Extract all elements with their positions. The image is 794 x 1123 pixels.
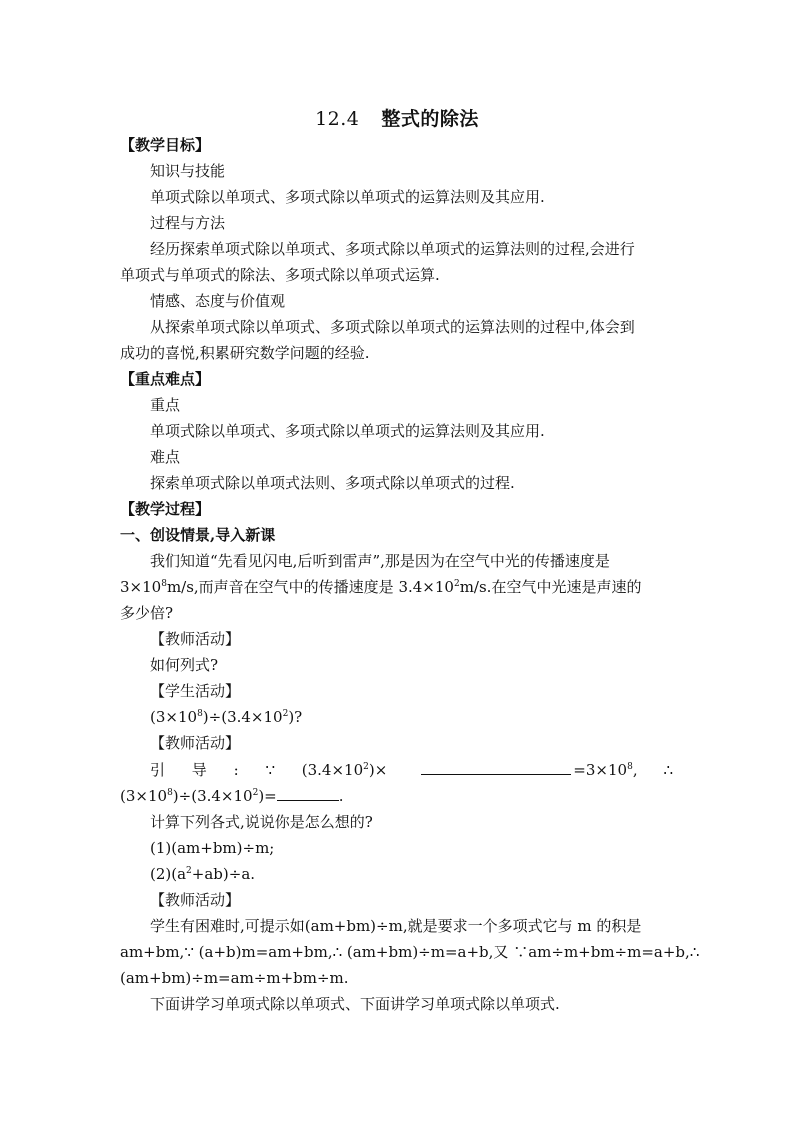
guide-expr: $(3.4\times 10^2)\times$ bbox=[301, 761, 388, 779]
intro-line2-part-b: m/s,而声音在空气中的传播速度是 3.4×10 bbox=[166, 578, 454, 596]
because-symbol: ∵ bbox=[265, 761, 275, 779]
key-heading: 【重点难点】 bbox=[120, 370, 211, 388]
guide-word: 导 bbox=[191, 761, 207, 779]
section-number: 12.4 bbox=[315, 108, 360, 130]
intro-line2-part-a: 3×10 bbox=[120, 578, 162, 596]
exponent: 8 bbox=[627, 762, 633, 772]
goal1-title: 知识与技能 bbox=[150, 162, 226, 180]
goal2-text-line2: 单项式与单项式的除法、多项式除以单项式运算. bbox=[120, 266, 440, 284]
goal2-text-line1: 经历探索单项式除以单项式、多项式除以单项式的运算法则的过程,会进行 bbox=[150, 240, 635, 258]
exponent: 8 bbox=[161, 579, 167, 589]
calc-prompt: 计算下列各式,说说你是怎么想的? bbox=[150, 813, 373, 831]
hint-part: am÷m+bm÷m=a+b, bbox=[528, 943, 690, 961]
hint-part: 又 ∵ bbox=[493, 943, 529, 961]
page-title bbox=[0, 104, 794, 131]
key-text: 单项式除以单项式、多项式除以单项式的运算法则及其应用. bbox=[150, 422, 545, 440]
guide-line bbox=[150, 760, 673, 780]
answer-blank[interactable] bbox=[421, 760, 571, 775]
calc-item-1: (1)(am+bm)÷m; bbox=[150, 839, 275, 857]
hint-part: ∴ (am+bm)÷m=a+b, bbox=[332, 943, 494, 961]
part1-heading: 一、创设情景,导入新课 bbox=[120, 526, 276, 544]
hint-part: ∵ (a+b)m=am+bm, bbox=[184, 943, 333, 961]
teacher-activity-label: 【教师活动】 bbox=[150, 630, 241, 648]
guide-colon: : bbox=[233, 761, 239, 779]
goal3-text-line2: 成功的喜悦,积累研究数学问题的经验. bbox=[120, 344, 370, 362]
intro-line1: 我们知道“先看见闪电,后听到雷声”,那是因为在空气中光的传播速度是 bbox=[150, 552, 610, 570]
exponent: 8 bbox=[167, 788, 173, 798]
hint-line2 bbox=[120, 942, 700, 962]
exponent: 2 bbox=[363, 762, 369, 772]
exponent: 8 bbox=[197, 709, 203, 719]
guide-line2: $(3\times 10^8)\div(3.4\times 10^2)=$ . bbox=[120, 787, 344, 805]
intro-line2-part-c: m/s.在空气中光速是声速的 bbox=[459, 578, 642, 596]
exponent: 2 bbox=[186, 866, 192, 876]
hint-part: ∴ bbox=[689, 943, 700, 961]
hard-title: 难点 bbox=[150, 448, 181, 466]
division-expression bbox=[150, 707, 680, 727]
process-heading: 【教学过程】 bbox=[120, 500, 211, 518]
goal2-title: 过程与方法 bbox=[150, 214, 226, 232]
goal3-text-line1: 从探索单项式除以单项式、多项式除以单项式的运算法则的过程中,体会到 bbox=[150, 318, 635, 336]
teacher-activity-label: 【教师活动】 bbox=[150, 734, 241, 752]
section-title: 整式的除法 bbox=[381, 108, 479, 130]
teacher-activity-label: 【教师活动】 bbox=[150, 891, 241, 909]
therefore-symbol: ∴ bbox=[663, 761, 673, 779]
hard-text: 探索单项式除以单项式法则、多项式除以单项式的过程. bbox=[150, 474, 515, 492]
expr-part: )÷(3.4×10 bbox=[202, 708, 283, 726]
hint-line1: 学生有困难时,可提示如(am+bm)÷m,就是要求一个多项式它与 m 的积是 bbox=[150, 917, 642, 935]
expr-part: )? bbox=[288, 708, 303, 726]
hint-line3: (am+bm)÷m=am÷m+bm÷m. bbox=[120, 969, 349, 987]
intro-line2 bbox=[120, 577, 680, 597]
exponent: 2 bbox=[453, 579, 460, 589]
guide-rhs: $=3\times 10^8$, bbox=[573, 761, 638, 779]
key-title: 重点 bbox=[150, 396, 181, 414]
question-text: 如何列式? bbox=[150, 656, 219, 674]
exponent: 2 bbox=[252, 788, 259, 798]
answer-blank[interactable] bbox=[277, 786, 339, 801]
hint-part: am+bm, bbox=[120, 943, 185, 961]
goals-heading: 【教学目标】 bbox=[120, 136, 211, 154]
expr-part: (3×10 bbox=[150, 708, 198, 726]
intro-line3: 多少倍? bbox=[120, 604, 174, 622]
closing-line: 下面讲学习单项式除以单项式、下面讲学习单项式除以单项式. bbox=[150, 995, 560, 1013]
calc-item-2: $(2)(a^2+ab)\div a$. bbox=[150, 865, 256, 883]
goal1-text: 单项式除以单项式、多项式除以单项式的运算法则及其应用. bbox=[150, 188, 545, 206]
goal3-title: 情感、态度与价值观 bbox=[150, 292, 286, 310]
exponent: 2 bbox=[282, 709, 289, 719]
guide-word: 引 bbox=[150, 761, 166, 779]
student-activity-label: 【学生活动】 bbox=[150, 682, 241, 700]
